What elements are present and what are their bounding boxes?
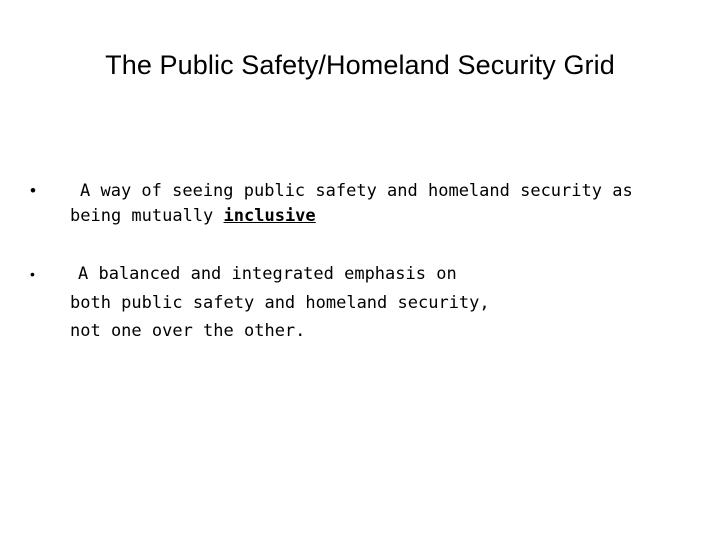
bullet-text-line: both public safety and homeland security, — [70, 293, 490, 313]
bullet-text-line: A balanced and integrated emphasis on — [78, 264, 457, 284]
emphasis-text: inclusive — [223, 206, 316, 226]
bullet-text-line: not one over the other. — [70, 321, 306, 341]
bullet-item-mutually-inclusive — [0, 178, 720, 238]
bullet-text-prefix: being mutually — [70, 206, 224, 226]
bullet-text-line — [70, 203, 316, 229]
slide-title: The Public Safety/Homeland Security Grid — [105, 50, 615, 80]
bullet-text-line: A way of seeing public safety and homeland security as — [80, 181, 633, 201]
bullet-marker: • — [30, 181, 36, 200]
bullet-item-balanced-emphasis — [0, 261, 720, 351]
bullet-marker: • — [30, 266, 35, 282]
